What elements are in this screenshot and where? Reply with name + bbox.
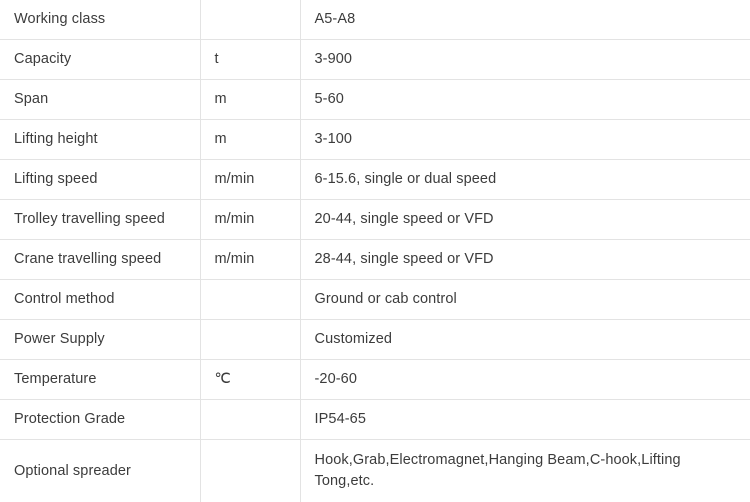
- table-row: [0, 120, 750, 160]
- cell-unit: [200, 400, 300, 440]
- cell-parameter: Span: [0, 80, 200, 120]
- cell-unit: [200, 280, 300, 320]
- cell-value: 3-900: [300, 40, 750, 80]
- cell-parameter: Working class: [0, 0, 200, 40]
- cell-unit: ℃: [200, 360, 300, 400]
- cell-value: 28-44, single speed or VFD: [300, 240, 750, 280]
- table-row: [0, 320, 750, 360]
- cell-unit: [200, 320, 300, 360]
- cell-parameter: Power Supply: [0, 320, 200, 360]
- cell-value: A5-A8: [300, 0, 750, 40]
- cell-parameter: Lifting height: [0, 120, 200, 160]
- cell-value: 5-60: [300, 80, 750, 120]
- cell-value: Customized: [300, 320, 750, 360]
- table-row: [0, 160, 750, 200]
- table-row: [0, 240, 750, 280]
- cell-parameter: Lifting speed: [0, 160, 200, 200]
- table-row: [0, 280, 750, 320]
- cell-unit: m/min: [200, 240, 300, 280]
- table-row: [0, 360, 750, 400]
- cell-value: IP54-65: [300, 400, 750, 440]
- cell-value: Ground or cab control: [300, 280, 750, 320]
- cell-value: 20-44, single speed or VFD: [300, 200, 750, 240]
- table-row: [0, 200, 750, 240]
- table-row: [0, 440, 750, 502]
- cell-parameter: Capacity: [0, 40, 200, 80]
- cell-parameter: Trolley travelling speed: [0, 200, 200, 240]
- cell-unit: [200, 0, 300, 40]
- table-row: [0, 400, 750, 440]
- cell-value: -20-60: [300, 360, 750, 400]
- table-row: [0, 0, 750, 40]
- cell-unit: t: [200, 40, 300, 80]
- cell-parameter: Optional spreader: [0, 440, 200, 502]
- cell-value: 6-15.6, single or dual speed: [300, 160, 750, 200]
- cell-parameter: Crane travelling speed: [0, 240, 200, 280]
- cell-unit: [200, 440, 300, 502]
- cell-value: 3-100: [300, 120, 750, 160]
- cell-parameter: Control method: [0, 280, 200, 320]
- table-row: [0, 80, 750, 120]
- cell-value: Hook,Grab,Electromagnet,Hanging Beam,C-hook,Lifting Tong,etc.: [300, 440, 750, 502]
- table-row: [0, 40, 750, 80]
- cell-unit: m: [200, 80, 300, 120]
- cell-unit: m: [200, 120, 300, 160]
- cell-unit: m/min: [200, 200, 300, 240]
- cell-parameter: Protection Grade: [0, 400, 200, 440]
- cell-parameter: Temperature: [0, 360, 200, 400]
- cell-unit: m/min: [200, 160, 300, 200]
